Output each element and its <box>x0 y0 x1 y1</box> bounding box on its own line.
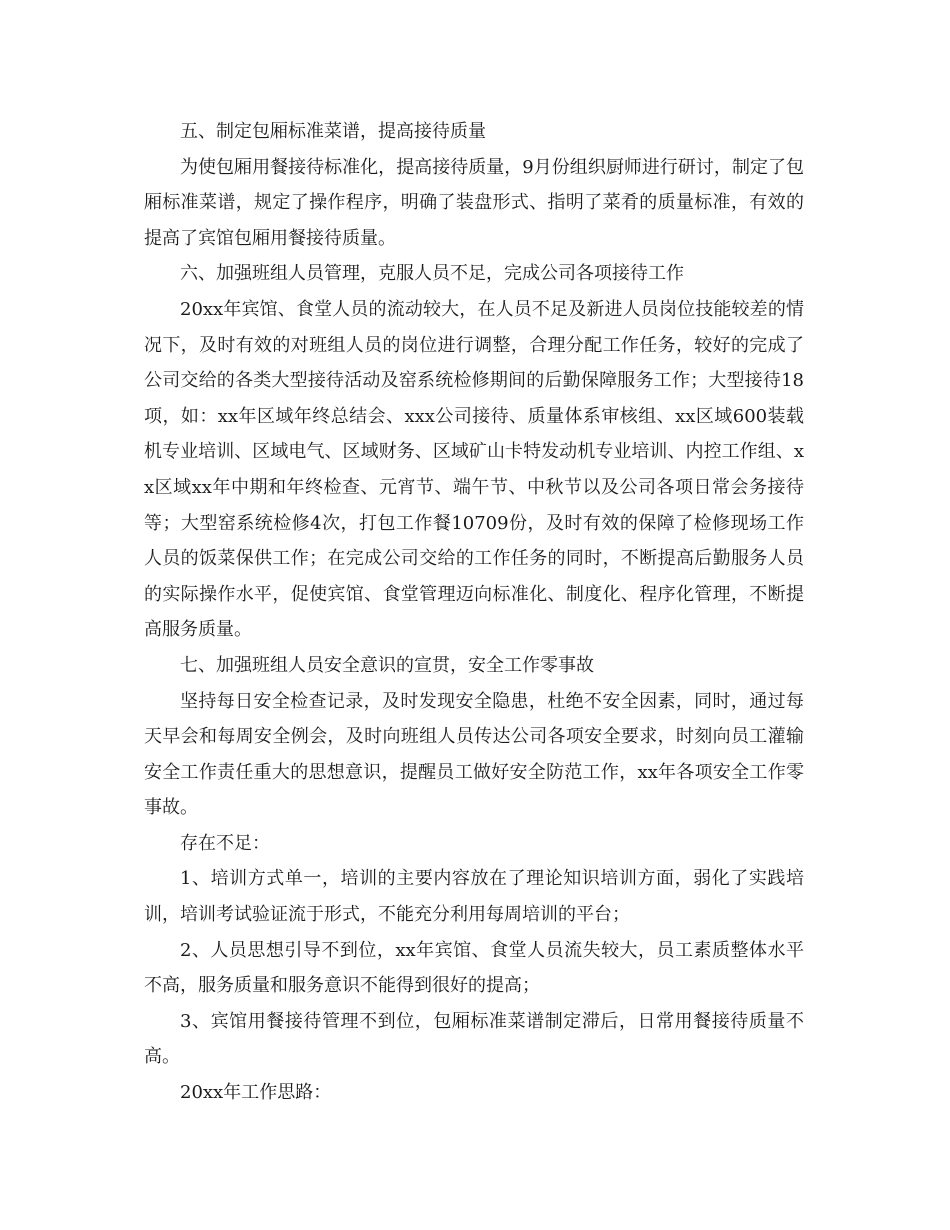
paragraph-banquet-menu: 为使包厢用餐接待标准化，提高接待质量，9月份组织厨师进行研讨，制定了包厢标准菜谱，规定了操作程序，明确了装盘形式、指明了菜肴的质量标准，有效的提高了宾馆包厢用餐接待质量。 <box>144 156 804 249</box>
section-heading-7: 七、加强班组人员安全意识的宣贯，安全工作零事故 <box>180 654 594 676</box>
section-heading-5: 五、制定包厢标准菜谱，提高接待质量 <box>180 121 486 142</box>
shortcoming-item-1: 1、培训方式单一，培训的主要内容放在了理论知识培训方面，弱化了实践培训，培训考试验证流于形式，不能充分利用每周培训的平台； <box>144 868 804 926</box>
section-heading-6: 六、加强班组人员管理，克服人员不足，完成公司各项接待工作 <box>180 263 684 285</box>
shortcoming-item-2: 2、人员思想引导不到位，xx年宾馆、食堂人员流失较大，员工素质整体水平不高，服务质量和服务意识不能得到很好的提高； <box>144 939 804 997</box>
work-plan-heading: 20xx年工作思路： <box>180 1082 332 1104</box>
shortcomings-heading: 存在不足： <box>180 832 270 854</box>
paragraph-safety: 坚持每日安全检查记录，及时发现安全隐患，杜绝不安全因素，同时，通过每天早会和每周安全例会，及时向班组人员传达公司各项安全要求，时刻向员工灌输安全工作责任重大的思想意识，提醒员工做好安全防范工作，xx年各项安全工作零事故。 <box>144 690 804 819</box>
paragraph-staff-management: 20xx年宾馆、食堂人员的流动较大，在人员不足及新进人员岗位技能较差的情况下，及时有效的对班组人员的岗位进行调整，合理分配工作任务，较好的完成了公司交给的各类大型接待活动及窑系统检修期间的后勤保障服务工作；大型接待18项，如：xx年区域年终总结会、xxx公司接待、质量体系审核组、xx区域600装载机专业培训、区域电气、区域财务、区域矿山卡特发动机专业培训、内控工作组、xx区域xx年中期和年终检查、元宵节、端午节、中秋节以及公司各项日常会务接待等；大型窑系统检修4次，打包工作餐10709份，及时有效的保障了检修现场工作人员的饭菜保供工作；在完成公司交给的工作任务的同时，不断提高后勤服务人员的实际操作水平，促使宾馆、食堂管理迈向标准化、制度化、程序化管理，不断提高服务质量。 <box>144 298 804 641</box>
shortcoming-item-3: 3、宾馆用餐接待管理不到位，包厢标准菜谱制定滞后，日常用餐接待质量不高。 <box>144 1010 804 1068</box>
document-body <box>144 114 804 1111</box>
